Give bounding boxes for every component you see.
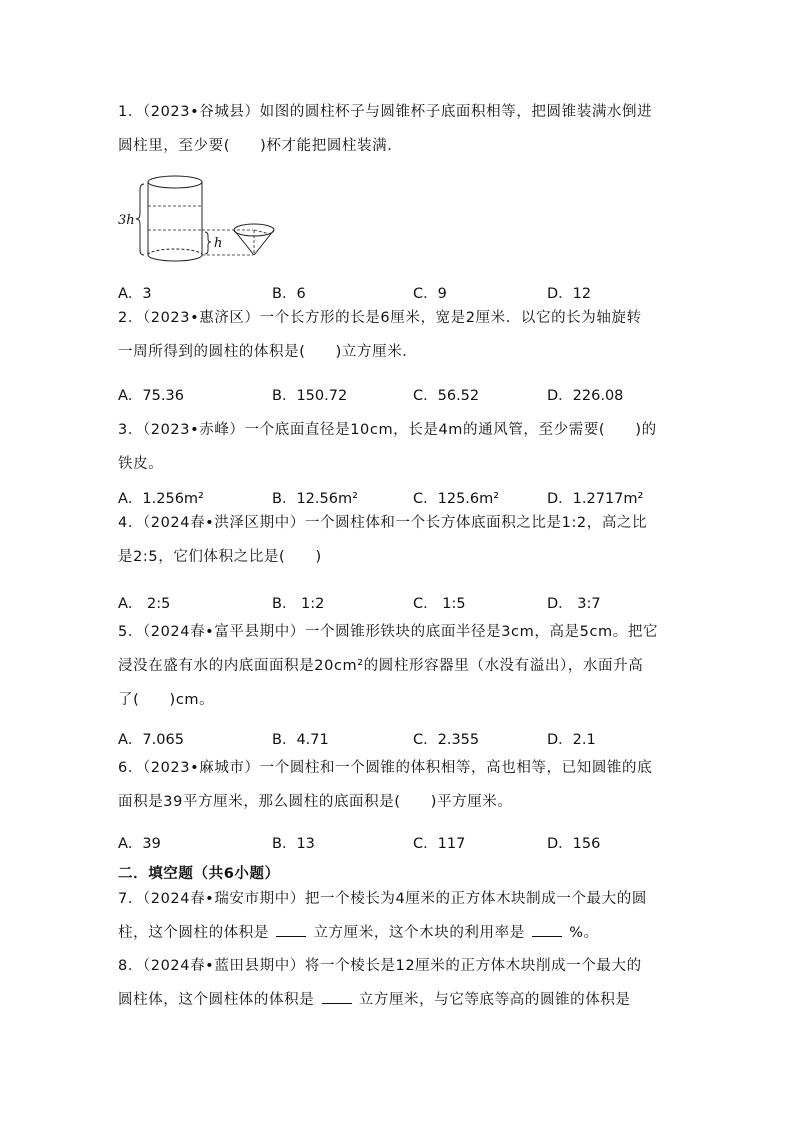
cone-left-side <box>234 230 254 255</box>
cylinder-cone-figure <box>118 172 288 276</box>
q6-option-d[interactable]: D．156 <box>547 836 601 852</box>
question-6-options <box>118 832 718 854</box>
question-2-line-1: 2．（2023•惠济区）一个长方形的长是6厘米，宽是2厘米．以它的长为轴旋转 <box>118 310 642 326</box>
q4-option-b[interactable]: B． 1:2 <box>272 596 325 612</box>
question-5-line-1: 5．（2024春•富平县期中）一个圆锥形铁块的底面半径是3cm，高是5cm。把它 <box>118 624 659 640</box>
q6-option-b[interactable]: B．13 <box>272 836 315 852</box>
q5-option-b[interactable]: B．4.71 <box>272 732 329 748</box>
question-4-line-2: 是2:5，它们体积之比是( ) <box>118 549 322 565</box>
q6-option-c[interactable]: C．117 <box>413 836 466 852</box>
question-4 <box>118 506 678 574</box>
cylinder-top <box>148 176 202 188</box>
question-1-line-2: 圆柱里，至少要( )杯才能把圆柱装满． <box>118 138 403 154</box>
section-2-title: 二．填空题（共6小题） <box>118 866 280 882</box>
cylinder-bottom-back <box>148 249 202 255</box>
question-3-line-2: 铁皮。 <box>118 456 164 472</box>
q1-option-d[interactable]: D．12 <box>547 286 592 302</box>
question-4-line-1: 4．（2024春•洪泽区期中）一个圆柱体和一个长方体底面积之比是1:2，高之比 <box>118 515 648 531</box>
question-3-line-1: 3．（2023•赤峰）一个底面直径是10cm，长是4m的通风管，至少需要( )的 <box>118 422 657 438</box>
cylinder-bottom-front <box>148 255 202 261</box>
q7-blank-utilization[interactable] <box>532 922 562 937</box>
q5-option-d[interactable]: D．2.1 <box>547 732 596 748</box>
q2-option-b[interactable]: B．150.72 <box>272 388 348 404</box>
question-5-line-3: 了( )cm。 <box>118 692 215 708</box>
brace-h <box>205 232 211 254</box>
question-8-line-2-part-b: 立方厘米，与它等底等高的圆锥的体积是 <box>358 992 631 1008</box>
q1-option-c[interactable]: C．9 <box>413 286 447 302</box>
question-5-options <box>118 728 718 750</box>
q4-option-c[interactable]: C． 1:5 <box>413 596 466 612</box>
question-8 <box>118 949 678 1017</box>
q5-option-a[interactable]: A．7.065 <box>118 732 184 748</box>
q2-option-c[interactable]: C．56.52 <box>413 388 480 404</box>
question-4-options <box>118 592 718 614</box>
q4-option-d[interactable]: D． 3:7 <box>547 596 601 612</box>
q8-blank-volume[interactable] <box>322 989 352 1004</box>
question-6-line-2: 面积是39平方厘米，那么圆柱的底面积是( )平方厘米。 <box>118 794 513 810</box>
label-h: h <box>214 236 223 251</box>
q2-option-a[interactable]: A．75.36 <box>118 388 184 404</box>
question-6 <box>118 751 678 819</box>
question-7-line-2-part-a: 柱，这个圆柱的体积是 <box>118 925 269 941</box>
q1-option-a[interactable]: A．3 <box>118 286 152 302</box>
question-7-line-1: 7．（2024春•瑞安市期中）把一个棱长为4厘米的正方体木块制成一个最大的圆 <box>118 891 647 907</box>
q3-option-c[interactable]: C．125.6m² <box>413 491 500 507</box>
question-5 <box>118 615 678 717</box>
question-7-line-2-part-b: 立方厘米，这个木块的利用率是 <box>313 925 525 941</box>
question-8-line-1: 8．（2024春•蓝田县期中）将一个棱长是12厘米的正方体木块削成一个最大的 <box>118 958 642 974</box>
q3-option-a[interactable]: A．1.256m² <box>118 491 204 507</box>
question-2-options <box>118 384 718 406</box>
question-1 <box>118 95 678 163</box>
q3-option-d[interactable]: D．1.2717m² <box>547 491 644 507</box>
question-6-line-1: 6．（2023•麻城市）一个圆柱和一个圆锥的体积相等，高也相等，已知圆锥的底 <box>118 760 653 776</box>
q1-option-b[interactable]: B．6 <box>272 286 306 302</box>
question-3 <box>118 413 678 481</box>
brace-3h <box>136 184 144 255</box>
question-2 <box>118 301 678 369</box>
question-8-line-2-part-a: 圆柱体，这个圆柱体的体积是 <box>118 992 315 1008</box>
q5-option-c[interactable]: C．2.355 <box>413 732 480 748</box>
q6-option-a[interactable]: A．39 <box>118 836 161 852</box>
label-3h: 3h <box>118 213 135 228</box>
cone-right-side <box>254 230 274 255</box>
q2-option-d[interactable]: D．226.08 <box>547 388 624 404</box>
cone-radius <box>254 230 270 234</box>
cylinder-cone-diagram <box>118 172 288 272</box>
question-7-line-2-part-c: %。 <box>569 925 599 941</box>
question-5-line-2: 浸没在盛有水的内底面面积是20cm²的圆柱形容器里（水没有溢出），水面升高 <box>118 658 644 674</box>
q4-option-a[interactable]: A． 2:5 <box>118 596 171 612</box>
question-2-line-2: 一周所得到的圆柱的体积是( )立方厘米． <box>118 344 418 360</box>
question-1-line-1: 1．（2023•谷城县）如图的圆柱杯子与圆锥杯子底面积相等，把圆锥装满水倒进 <box>118 104 653 120</box>
q3-option-b[interactable]: B．12.56m² <box>272 491 358 507</box>
question-7-line-2 <box>118 916 678 950</box>
question-8-line-2 <box>118 983 678 1017</box>
q7-blank-volume[interactable] <box>276 922 306 937</box>
question-7 <box>118 882 678 950</box>
